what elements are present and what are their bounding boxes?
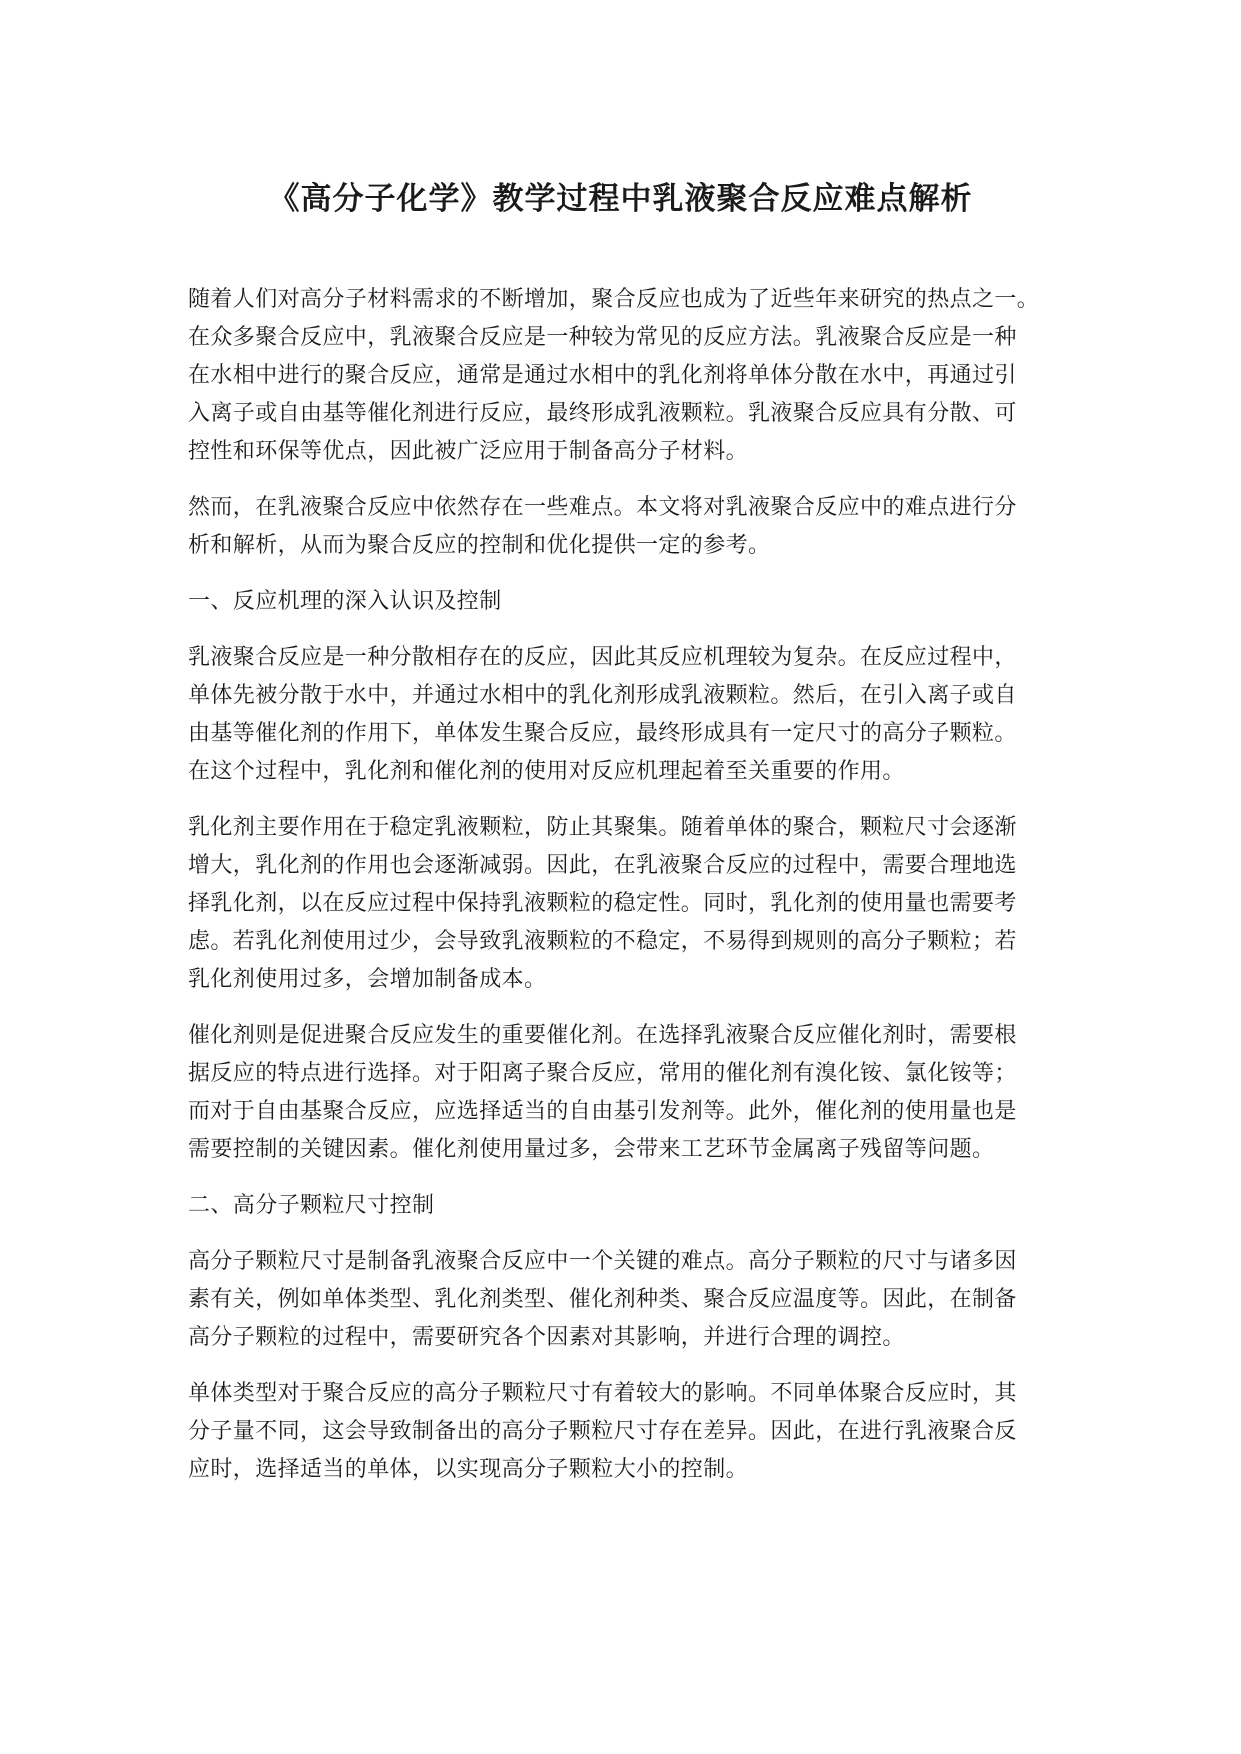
document-title: 《高分子化学》教学过程中乳液聚合反应难点解析 (268, 181, 973, 217)
paragraph-line: 单体类型对于聚合反应的高分子颗粒尺寸有着较大的影响。不同单体聚合反应时，其 (188, 1381, 1017, 1406)
section-heading: 二、高分子颗粒尺寸控制 (188, 1193, 435, 1218)
paragraph-line: 增大，乳化剂的作用也会逐渐减弱。因此，在乳液聚合反应的过程中，需要合理地选 (188, 853, 1017, 878)
paragraph (188, 281, 1068, 471)
paragraph-line: 高分子颗粒尺寸是制备乳液聚合反应中一个关键的难点。高分子颗粒的尺寸与诸多因 (188, 1249, 1017, 1274)
paragraph (188, 1375, 1068, 1489)
paragraph-line: 由基等催化剂的作用下，单体发生聚合反应，最终形成具有一定尺寸的高分子颗粒。 (188, 721, 1017, 746)
paragraph-line: 素有关，例如单体类型、乳化剂类型、催化剂种类、聚合反应温度等。因此，在制备 (188, 1287, 1017, 1312)
paragraph-line: 分子量不同，这会导致制备出的高分子颗粒尺寸存在差异。因此，在进行乳液聚合反 (188, 1419, 1017, 1444)
paragraph-line: 据反应的特点进行选择。对于阳离子聚合反应，常用的催化剂有溴化铵、氯化铵等； (188, 1061, 1017, 1086)
paragraph (188, 489, 1068, 565)
paragraph-line: 催化剂则是促进聚合反应发生的重要催化剂。在选择乳液聚合反应催化剂时，需要根 (188, 1023, 1017, 1048)
section-heading: 一、反应机理的深入认识及控制 (188, 589, 502, 614)
paragraph-line: 控性和环保等优点，因此被广泛应用于制备高分子材料。 (188, 439, 749, 464)
paragraph-line: 在众多聚合反应中，乳液聚合反应是一种较为常见的反应方法。乳液聚合反应是一种 (188, 325, 1017, 350)
document-body (188, 281, 1068, 1507)
paragraph-line: 乳化剂主要作用在于稳定乳液颗粒，防止其聚集。随着单体的聚合，颗粒尺寸会逐渐 (188, 815, 1017, 840)
paragraph-line: 单体先被分散于水中，并通过水相中的乳化剂形成乳液颗粒。然后，在引入离子或自 (188, 683, 1017, 708)
paragraph-line: 在水相中进行的聚合反应，通常是通过水相中的乳化剂将单体分散在水中，再通过引 (188, 363, 1017, 388)
paragraph-line: 虑。若乳化剂使用过少，会导致乳液颗粒的不稳定，不易得到规则的高分子颗粒；若 (188, 929, 1017, 954)
paragraph-line: 乳化剂使用过多，会增加制备成本。 (188, 967, 547, 992)
paragraph-line: 在这个过程中，乳化剂和催化剂的使用对反应机理起着至关重要的作用。 (188, 759, 905, 784)
paragraph (188, 1017, 1068, 1169)
paragraph-line: 然而，在乳液聚合反应中依然存在一些难点。本文将对乳液聚合反应中的难点进行分 (188, 495, 1017, 520)
paragraph-line: 需要控制的关键因素。催化剂使用量过多，会带来工艺环节金属离子残留等问题。 (188, 1137, 995, 1162)
paragraph-line: 应时，选择适当的单体，以实现高分子颗粒大小的控制。 (188, 1457, 749, 1482)
paragraph-line: 析和解析，从而为聚合反应的控制和优化提供一定的参考。 (188, 533, 771, 558)
paragraph (188, 639, 1068, 791)
paragraph-line: 而对于自由基聚合反应，应选择适当的自由基引发剂等。此外，催化剂的使用量也是 (188, 1099, 1017, 1124)
paragraph-line: 高分子颗粒的过程中，需要研究各个因素对其影响，并进行合理的调控。 (188, 1325, 905, 1350)
paragraph (188, 1243, 1068, 1357)
paragraph-line: 入离子或自由基等催化剂进行反应，最终形成乳液颗粒。乳液聚合反应具有分散、可 (188, 401, 1017, 426)
paragraph-line: 乳液聚合反应是一种分散相存在的反应，因此其反应机理较为复杂。在反应过程中， (188, 645, 1017, 670)
paragraph (188, 809, 1068, 999)
paragraph-line: 择乳化剂，以在反应过程中保持乳液颗粒的稳定性。同时，乳化剂的使用量也需要考 (188, 891, 1017, 916)
paragraph-line: 随着人们对高分子材料需求的不断增加，聚合反应也成为了近些年来研究的热点之一。 (188, 287, 1040, 312)
